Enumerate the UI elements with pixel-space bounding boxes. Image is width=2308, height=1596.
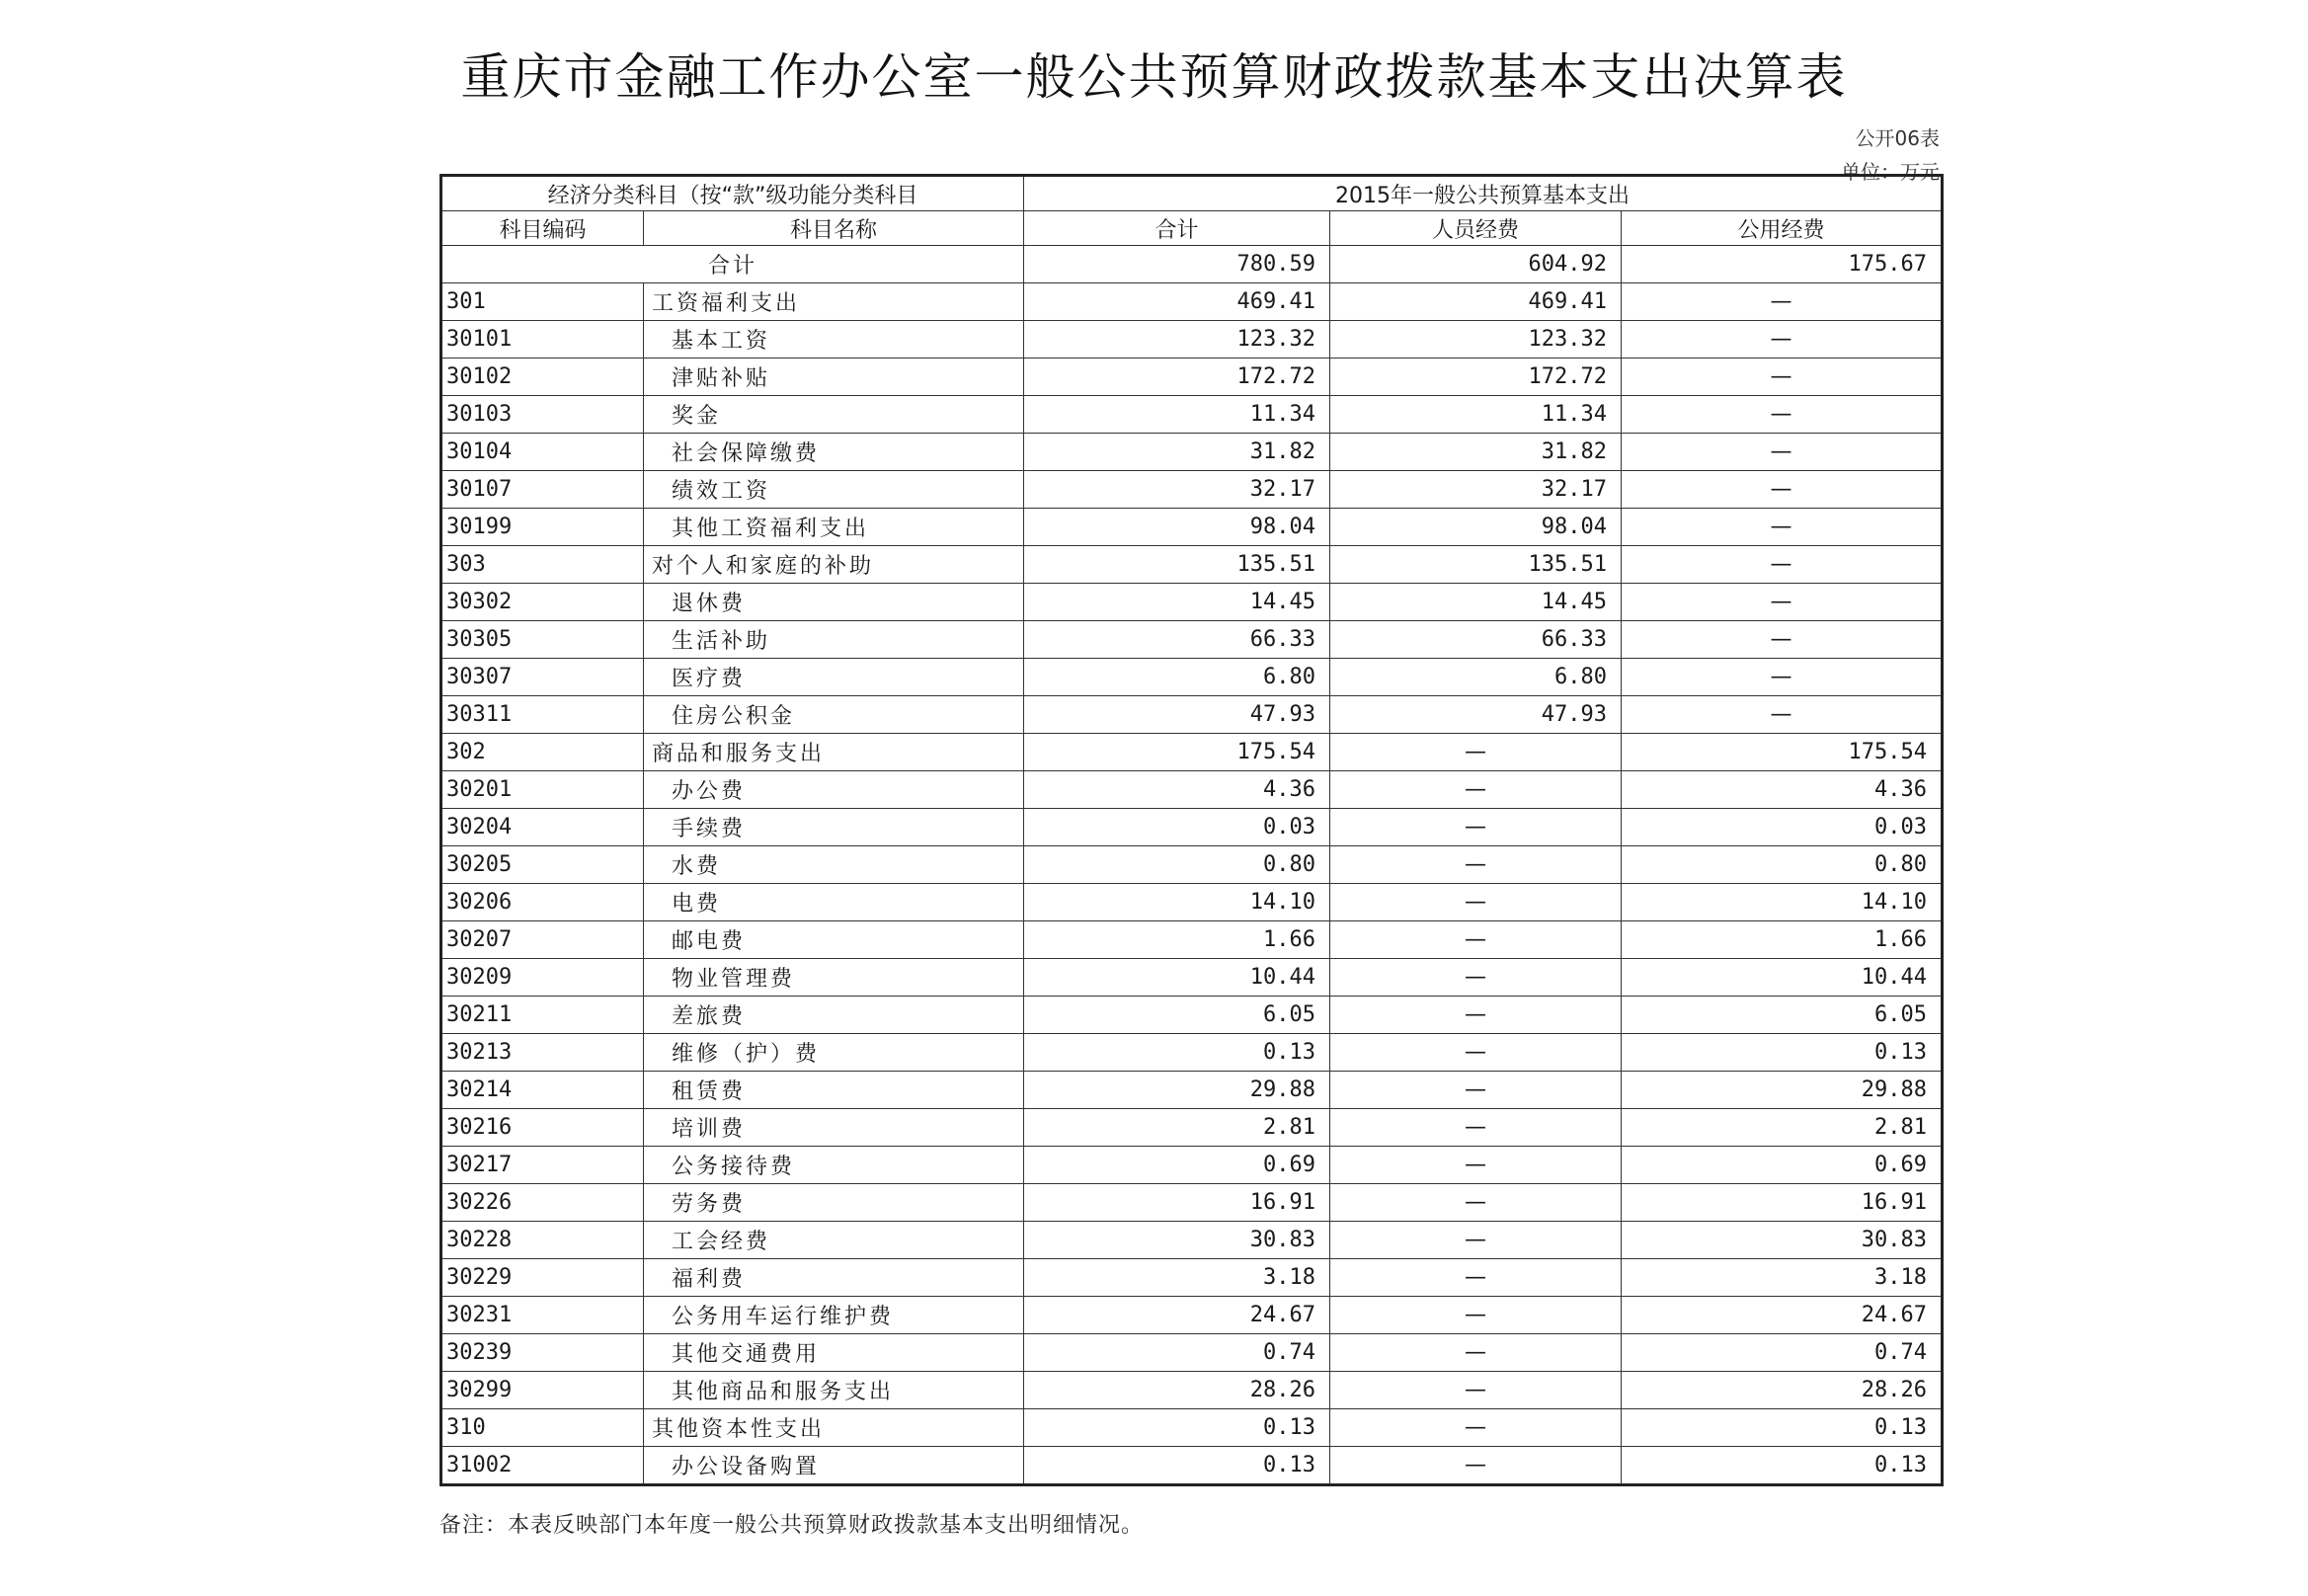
table-row	[441, 771, 1943, 809]
row-public: 28.26	[1622, 1372, 1943, 1409]
row-public: —	[1622, 546, 1943, 584]
unit-label: 单位：万元	[1841, 160, 1940, 184]
row-public: 0.13	[1622, 1409, 1943, 1447]
row-total: 28.26	[1024, 1372, 1330, 1409]
table-row	[441, 1147, 1943, 1184]
row-personnel: —	[1330, 959, 1622, 997]
row-code: 301	[441, 283, 644, 321]
row-total: 469.41	[1024, 283, 1330, 321]
expenditure-table	[439, 174, 1944, 1486]
row-total: 0.03	[1024, 809, 1330, 846]
row-name: 医疗费	[644, 659, 1024, 696]
row-public: —	[1622, 696, 1943, 734]
row-personnel: —	[1330, 809, 1622, 846]
row-public: —	[1622, 621, 1943, 659]
table-row	[441, 1072, 1943, 1109]
row-code: 30205	[441, 846, 644, 884]
row-personnel: —	[1330, 1147, 1622, 1184]
row-personnel: —	[1330, 1409, 1622, 1447]
row-total: 0.74	[1024, 1334, 1330, 1372]
row-code: 30207	[441, 921, 644, 959]
row-name: 福利费	[644, 1259, 1024, 1297]
total-row-personnel: 604.92	[1330, 246, 1622, 283]
row-total: 1.66	[1024, 921, 1330, 959]
total-row	[441, 246, 1943, 283]
row-name: 商品和服务支出	[644, 734, 1024, 771]
row-name: 公务接待费	[644, 1147, 1024, 1184]
row-public: 0.80	[1622, 846, 1943, 884]
row-personnel: —	[1330, 997, 1622, 1034]
row-code: 30104	[441, 434, 644, 471]
row-total: 16.91	[1024, 1184, 1330, 1222]
row-code: 302	[441, 734, 644, 771]
table-row	[441, 471, 1943, 509]
row-code: 30206	[441, 884, 644, 921]
row-total: 0.13	[1024, 1409, 1330, 1447]
row-name: 公务用车运行维护费	[644, 1297, 1024, 1334]
row-code: 30231	[441, 1297, 644, 1334]
row-total: 47.93	[1024, 696, 1330, 734]
row-code: 30201	[441, 771, 644, 809]
row-total: 0.13	[1024, 1034, 1330, 1072]
row-personnel: 6.80	[1330, 659, 1622, 696]
row-total: 30.83	[1024, 1222, 1330, 1259]
row-public: —	[1622, 321, 1943, 359]
row-name: 劳务费	[644, 1184, 1024, 1222]
table-row	[441, 321, 1943, 359]
table-row	[441, 1297, 1943, 1334]
row-name: 租赁费	[644, 1072, 1024, 1109]
row-public: 0.13	[1622, 1034, 1943, 1072]
table-row	[441, 921, 1943, 959]
row-personnel: —	[1330, 1334, 1622, 1372]
row-name: 其他工资福利支出	[644, 509, 1024, 546]
row-code: 30311	[441, 696, 644, 734]
row-name: 培训费	[644, 1109, 1024, 1147]
page-title: 重庆市金融工作办公室一般公共预算财政拨款基本支出决算表	[460, 48, 1848, 106]
row-personnel: 11.34	[1330, 396, 1622, 434]
row-personnel: —	[1330, 1034, 1622, 1072]
row-total: 66.33	[1024, 621, 1330, 659]
table-row	[441, 1184, 1943, 1222]
row-code: 30217	[441, 1147, 644, 1184]
row-name: 对个人和家庭的补助	[644, 546, 1024, 584]
row-total: 11.34	[1024, 396, 1330, 434]
row-personnel: —	[1330, 1447, 1622, 1485]
row-public: 3.18	[1622, 1259, 1943, 1297]
row-name: 手续费	[644, 809, 1024, 846]
row-personnel: —	[1330, 884, 1622, 921]
header-name: 科目名称	[644, 211, 1024, 246]
row-code: 30209	[441, 959, 644, 997]
row-total: 10.44	[1024, 959, 1330, 997]
row-name: 社会保障缴费	[644, 434, 1024, 471]
table-header	[441, 176, 1943, 246]
row-total: 4.36	[1024, 771, 1330, 809]
row-total: 14.10	[1024, 884, 1330, 921]
table-row	[441, 734, 1943, 771]
row-public: —	[1622, 584, 1943, 621]
table-body	[441, 246, 1943, 1485]
row-personnel: 469.41	[1330, 283, 1622, 321]
table-row	[441, 621, 1943, 659]
row-personnel: —	[1330, 1222, 1622, 1259]
row-code: 30199	[441, 509, 644, 546]
row-total: 32.17	[1024, 471, 1330, 509]
table-row	[441, 1222, 1943, 1259]
row-personnel: 98.04	[1330, 509, 1622, 546]
table-row	[441, 659, 1943, 696]
row-total: 98.04	[1024, 509, 1330, 546]
row-public: 0.13	[1622, 1447, 1943, 1485]
row-code: 30102	[441, 359, 644, 396]
row-code: 30107	[441, 471, 644, 509]
header-code: 科目编码	[441, 211, 644, 246]
table-row	[441, 584, 1943, 621]
table-row	[441, 434, 1943, 471]
row-name: 电费	[644, 884, 1024, 921]
row-public: —	[1622, 359, 1943, 396]
row-name: 办公设备购置	[644, 1447, 1024, 1485]
row-total: 31.82	[1024, 434, 1330, 471]
row-public: 175.54	[1622, 734, 1943, 771]
row-total: 29.88	[1024, 1072, 1330, 1109]
row-name: 奖金	[644, 396, 1024, 434]
row-code: 30229	[441, 1259, 644, 1297]
row-public: 29.88	[1622, 1072, 1943, 1109]
total-row-label: 合计	[441, 246, 1024, 283]
header-public: 公用经费	[1622, 211, 1943, 246]
table-row	[441, 809, 1943, 846]
row-total: 135.51	[1024, 546, 1330, 584]
row-code: 30307	[441, 659, 644, 696]
header-year-budget: 2015年一般公共预算基本支出	[1024, 176, 1943, 211]
row-name: 邮电费	[644, 921, 1024, 959]
table-row	[441, 1109, 1943, 1147]
table-row	[441, 396, 1943, 434]
expenditure-table-container	[439, 174, 1941, 1486]
table-row	[441, 1447, 1943, 1485]
row-code: 30211	[441, 997, 644, 1034]
row-code: 30101	[441, 321, 644, 359]
table-row	[441, 359, 1943, 396]
row-public: —	[1622, 283, 1943, 321]
row-personnel: 135.51	[1330, 546, 1622, 584]
row-personnel: —	[1330, 1109, 1622, 1147]
table-row	[441, 1034, 1943, 1072]
row-public: —	[1622, 434, 1943, 471]
row-personnel: 66.33	[1330, 621, 1622, 659]
header-personnel: 人员经费	[1330, 211, 1622, 246]
row-personnel: —	[1330, 1184, 1622, 1222]
row-public: —	[1622, 396, 1943, 434]
table-row	[441, 283, 1943, 321]
row-public: 0.69	[1622, 1147, 1943, 1184]
row-public: 16.91	[1622, 1184, 1943, 1222]
row-code: 30213	[441, 1034, 644, 1072]
row-public: 2.81	[1622, 1109, 1943, 1147]
table-row	[441, 1259, 1943, 1297]
row-code: 30228	[441, 1222, 644, 1259]
row-personnel: —	[1330, 921, 1622, 959]
row-name: 其他商品和服务支出	[644, 1372, 1024, 1409]
row-public: —	[1622, 471, 1943, 509]
row-code: 30302	[441, 584, 644, 621]
row-public: —	[1622, 659, 1943, 696]
row-personnel: 32.17	[1330, 471, 1622, 509]
row-code: 30103	[441, 396, 644, 434]
row-total: 24.67	[1024, 1297, 1330, 1334]
row-personnel: —	[1330, 1372, 1622, 1409]
row-total: 0.13	[1024, 1447, 1330, 1485]
row-public: 0.03	[1622, 809, 1943, 846]
table-row	[441, 1372, 1943, 1409]
row-code: 31002	[441, 1447, 644, 1485]
row-public: 10.44	[1622, 959, 1943, 997]
row-name: 差旅费	[644, 997, 1024, 1034]
row-total: 123.32	[1024, 321, 1330, 359]
row-total: 0.69	[1024, 1147, 1330, 1184]
row-personnel: —	[1330, 1297, 1622, 1334]
row-personnel: 172.72	[1330, 359, 1622, 396]
row-total: 3.18	[1024, 1259, 1330, 1297]
row-name: 工资福利支出	[644, 283, 1024, 321]
row-code: 303	[441, 546, 644, 584]
row-code: 30226	[441, 1184, 644, 1222]
row-public: 4.36	[1622, 771, 1943, 809]
row-personnel: —	[1330, 1072, 1622, 1109]
row-code: 30204	[441, 809, 644, 846]
row-code: 30216	[441, 1109, 644, 1147]
row-personnel: —	[1330, 771, 1622, 809]
table-row	[441, 884, 1943, 921]
row-name: 其他资本性支出	[644, 1409, 1024, 1447]
row-name: 退休费	[644, 584, 1024, 621]
row-personnel: 47.93	[1330, 696, 1622, 734]
table-row	[441, 959, 1943, 997]
row-name: 津贴补贴	[644, 359, 1024, 396]
row-name: 住房公积金	[644, 696, 1024, 734]
row-name: 基本工资	[644, 321, 1024, 359]
row-code: 30299	[441, 1372, 644, 1409]
row-personnel: —	[1330, 1259, 1622, 1297]
row-name: 水费	[644, 846, 1024, 884]
row-total: 14.45	[1024, 584, 1330, 621]
header-econ-class: 经济分类科目（按“款”级功能分类科目	[441, 176, 1024, 211]
row-name: 其他交通费用	[644, 1334, 1024, 1372]
row-name: 绩效工资	[644, 471, 1024, 509]
row-total: 2.81	[1024, 1109, 1330, 1147]
row-total: 6.05	[1024, 997, 1330, 1034]
row-total: 0.80	[1024, 846, 1330, 884]
row-code: 30305	[441, 621, 644, 659]
table-row	[441, 1334, 1943, 1372]
row-personnel: —	[1330, 734, 1622, 771]
table-row	[441, 546, 1943, 584]
row-name: 维修（护）费	[644, 1034, 1024, 1072]
row-public: 14.10	[1622, 884, 1943, 921]
row-code: 310	[441, 1409, 644, 1447]
table-row	[441, 997, 1943, 1034]
row-personnel: 31.82	[1330, 434, 1622, 471]
row-code: 30239	[441, 1334, 644, 1372]
table-row	[441, 509, 1943, 546]
row-personnel: 14.45	[1330, 584, 1622, 621]
row-total: 6.80	[1024, 659, 1330, 696]
row-public: 30.83	[1622, 1222, 1943, 1259]
row-total: 172.72	[1024, 359, 1330, 396]
header-total: 合计	[1024, 211, 1330, 246]
form-number: 公开06表	[1855, 126, 1940, 150]
row-name: 工会经费	[644, 1222, 1024, 1259]
total-row-total: 780.59	[1024, 246, 1330, 283]
row-public: 0.74	[1622, 1334, 1943, 1372]
row-name: 办公费	[644, 771, 1024, 809]
row-personnel: 123.32	[1330, 321, 1622, 359]
header-row-1	[441, 176, 1943, 211]
row-personnel: —	[1330, 846, 1622, 884]
row-public: —	[1622, 509, 1943, 546]
footnote: 备注：本表反映部门本年度一般公共预算财政拨款基本支出明细情况。	[439, 1513, 1145, 1538]
row-public: 1.66	[1622, 921, 1943, 959]
table-row	[441, 696, 1943, 734]
header-row-2	[441, 211, 1943, 246]
row-name: 物业管理费	[644, 959, 1024, 997]
row-code: 30214	[441, 1072, 644, 1109]
row-public: 24.67	[1622, 1297, 1943, 1334]
row-name: 生活补助	[644, 621, 1024, 659]
total-row-public: 175.67	[1622, 246, 1943, 283]
table-row	[441, 1409, 1943, 1447]
table-row	[441, 846, 1943, 884]
row-total: 175.54	[1024, 734, 1330, 771]
row-public: 6.05	[1622, 997, 1943, 1034]
